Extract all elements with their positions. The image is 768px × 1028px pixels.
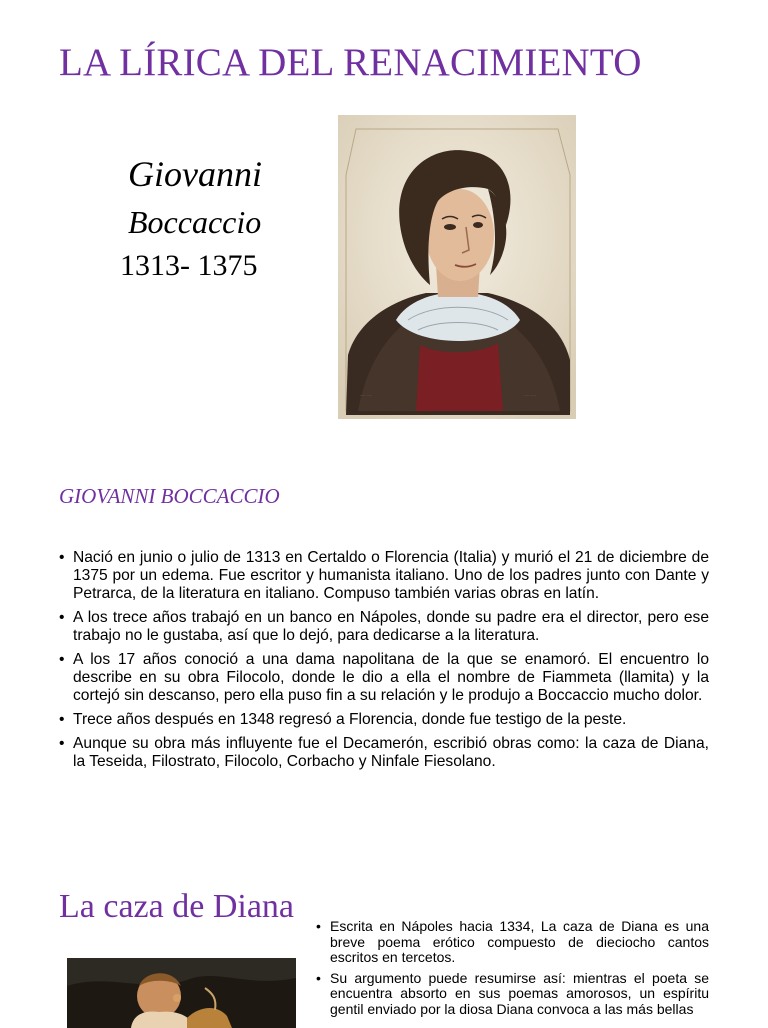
diana-bullet: • Escrita en Nápoles hacia 1334, La caza de Diana es una breve poema erótico compuesto de dieciocho cantos escritos en tercetos.	[316, 919, 709, 966]
author-first-name: Giovanni	[128, 154, 262, 194]
bio-heading: GIOVANNI BOCCACCIO	[59, 484, 280, 508]
bio-bullet: • A los 17 años conoció a una dama napolitana de la que se enamoró. El encuentro lo describe en su obra Filocolo, donde le dio a ella el nombre de Fiammeta (llamita) y la cortejó sin descanso, pero ella puso fin a su relación y le produjo a Boccaccio mucho dolor.	[59, 651, 709, 706]
bio-bullet: • Aunque su obra más influyente fue el Decamerón, escribió obras como: la caza de Diana, la Teseida, Filostrato, Filocolo, Corbacho y Ninfale Fiesolano.	[59, 735, 709, 771]
bio-bullet-list	[59, 549, 709, 777]
diana-painting-image	[67, 958, 296, 1028]
svg-text:~~ ~~: ~~ ~~	[524, 394, 537, 399]
author-years: 1313- 1375	[120, 249, 258, 282]
author-portrait-image	[338, 115, 576, 419]
svg-text:~~ ~~: ~~ ~~	[360, 394, 373, 399]
page-title: LA LÍRICA DEL RENACIMIENTO	[59, 41, 642, 84]
bio-bullet: • Nació en junio o julio de 1313 en Certaldo o Florencia (Italia) y murió el 21 de diciembre de 1375 por un edema. Fue escritor y humanista italiano. Uno de los padres junto con Dante y Petrarca, de la literatura en italiano. Compuso también varias obras en latín.	[59, 549, 709, 604]
bio-bullet: • A los trece años trabajó en un banco en Nápoles, donde su padre era el director, pero ese trabajo no le gustaba, así que lo dejó, para dedicarse a la literatura.	[59, 609, 709, 645]
author-last-name: Boccaccio	[128, 204, 262, 240]
diana-heading: La caza de Diana	[59, 888, 294, 925]
bio-bullet: • Trece años después en 1348 regresó a Florencia, donde fue testigo de la peste.	[59, 711, 709, 729]
diana-bullet-list	[316, 919, 709, 1023]
diana-bullet: • Su argumento puede resumirse así: mientras el poeta se encuentra absorto en sus poemas amorosos, un espíritu gentil enviado por la diosa Diana convoca a las más bellas	[316, 971, 709, 1018]
